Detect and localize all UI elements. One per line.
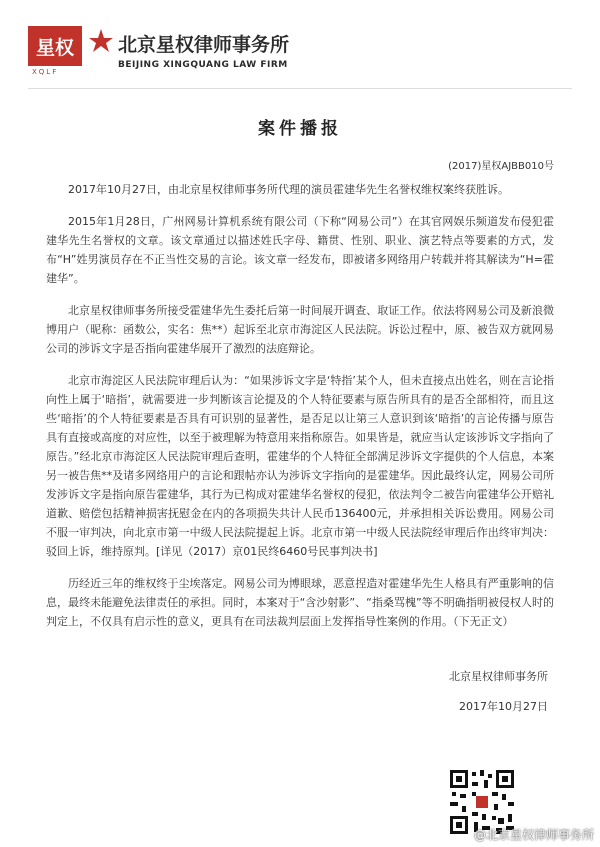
firm-logo xyxy=(28,26,82,66)
paragraph: 2017年10月27日，由北京星权律师事务所代理的演员霍建华先生名誉权维权案终获胜诉。 xyxy=(68,183,509,196)
header-divider xyxy=(28,88,572,89)
firm-name-cn: 北京星权律师事务所 xyxy=(118,34,290,56)
paragraph: 历经近三年的维权终于尘埃落定。网易公司为博眼球，恶意捏造对霍建华先生人格具有严重影响的信息，最终未能避免法律责任的承担。同时，本案对于“含沙射影”、“指桑骂槐”等不明确指明被侵权人时的判定上，不仅具有启示性的意义，更具有在司法裁判层面上发挥指导性案例的作用。（下无正文） xyxy=(46,577,554,628)
paragraph: 北京星权律师事务所接受霍建华先生委托后第一时间展开调查、取证工作。依法将网易公司及新浪微博用户（昵称：函数公，实名：焦**）起诉至北京市海淀区人民法院。诉讼过程中，原、被告双方就网易公司的涉诉文字是否指向霍建华展开了激烈的法庭辩论。 xyxy=(46,304,554,355)
star-icon xyxy=(88,28,114,54)
paragraph: 2015年1月28日，广州网易计算机系统有限公司（下称“网易公司”）在其官网娱乐频道发布侵犯霍建华先生名誉权的文章。该文章通过以描述姓氏字母、籍贯、性别、职业、演艺特点等要素的方式，发布“H”姓男演员存在不正当性交易的言论。该文章一经发布，即被诸多网络用户转载并将其解读为“H=霍建华”。 xyxy=(46,215,554,285)
signature-org: 北京星权律师事务所 xyxy=(449,670,548,683)
signature-block xyxy=(388,662,548,722)
letterhead xyxy=(28,22,328,82)
firm-name-en: BEIJING XINGQUANG LAW FIRM xyxy=(118,60,288,70)
logo-subtext: XQLF xyxy=(32,68,59,76)
document-title: 案件播报 xyxy=(258,119,342,139)
weibo-watermark: @北京星权律师事务所 xyxy=(473,828,594,842)
signature-date: 2017年10月27日 xyxy=(459,700,548,713)
paragraph: 北京市海淀区人民法院审理后认为：“如果涉诉文字是‘特指’某个人，但未直接点出姓名，则在言论指向性上属于‘暗指’，就需要进一步判断该言论提及的个人特征要素与原告所具有的是否全部相符，而且这些‘暗指’的个人特征要素是否具有可识别的显著性，是否足以让第三人意识到该‘暗指’的言论传播与原告具有直接或高度的对应性，以至于被理解为特意用来指称原告。如果皆是，就应当认定该涉诉文字指向了原告。”经北京市海淀区人民法院审理后查明，霍建华的个人特征全部满足涉诉文字提供的个人信息，本案另一被告焦**及诸多网络用户的言论和跟帖亦认为涉诉文字指向的是霍建华。因此最终认定，网易公司所发涉诉文字是指向原告霍建华，其行为已构成对霍建华名誉权的侵犯，依法判令二被告向霍建华公开赔礼道歉、赔偿包括精神损害抚慰金在内的各项损失共计人民币136400元，并承担相关诉讼费用。网易公司不服一审判决，向北京市第一中级人民法院提起上诉。北京市第一中级人民法院经审理后作出终审判决：驳回上诉，维持原判。[详见（2017）京01民终6460号民事判决书] xyxy=(46,374,554,558)
logo-text: 星权 xyxy=(35,36,74,59)
document-number: (2017)星权AJBB010号 xyxy=(448,161,554,172)
document-body xyxy=(46,180,554,644)
